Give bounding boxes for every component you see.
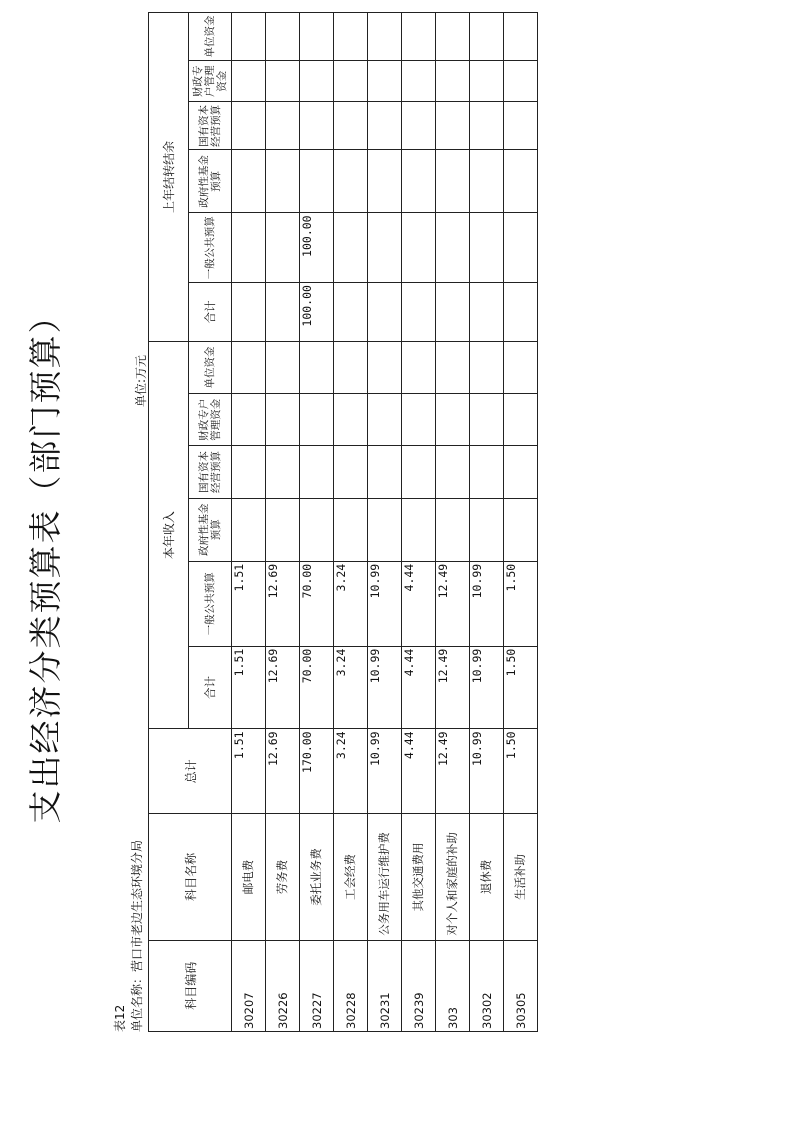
header-sub: 财政专户管理资金 bbox=[189, 61, 232, 102]
cell-current bbox=[402, 446, 436, 498]
cell-name: 邮电费 bbox=[232, 814, 266, 940]
cell-carryover bbox=[436, 13, 470, 61]
cell-carryover bbox=[266, 61, 300, 102]
cell-current bbox=[504, 446, 538, 498]
cell-current bbox=[300, 341, 334, 393]
header-sub: 国有资本经营预算 bbox=[189, 102, 232, 150]
unit-label: 单位:万元 bbox=[134, 355, 148, 408]
cell-carryover bbox=[300, 13, 334, 61]
cell-carryover bbox=[232, 61, 266, 102]
cell-current: 10.99 bbox=[470, 646, 504, 729]
cell-total: 10.99 bbox=[368, 729, 402, 814]
cell-current bbox=[368, 498, 402, 561]
cell-current bbox=[504, 394, 538, 446]
cell-carryover bbox=[436, 213, 470, 283]
header-current-income: 本年收入 bbox=[149, 341, 189, 729]
header-sub: 一般公共预算 bbox=[189, 213, 232, 283]
table-number: 表12 bbox=[113, 1004, 127, 1032]
cell-current bbox=[470, 341, 504, 393]
cell-current: 1.50 bbox=[504, 646, 538, 729]
cell-current: 10.99 bbox=[470, 561, 504, 646]
cell-current bbox=[334, 341, 368, 393]
cell-current bbox=[232, 498, 266, 561]
cell-carryover bbox=[402, 102, 436, 150]
cell-name: 退休费 bbox=[470, 814, 504, 940]
header-sub: 合计 bbox=[189, 646, 232, 729]
table-row bbox=[470, 13, 504, 1032]
cell-current bbox=[436, 341, 470, 393]
cell-current bbox=[368, 446, 402, 498]
cell-carryover bbox=[436, 283, 470, 342]
cell-carryover bbox=[402, 13, 436, 61]
cell-carryover bbox=[334, 213, 368, 283]
cell-carryover bbox=[436, 61, 470, 102]
cell-current: 12.69 bbox=[266, 561, 300, 646]
cell-carryover bbox=[436, 102, 470, 150]
cell-current: 70.00 bbox=[300, 561, 334, 646]
header-total: 总计 bbox=[149, 729, 232, 814]
table-row bbox=[232, 13, 266, 1032]
cell-current bbox=[402, 498, 436, 561]
cell-name: 工会经费 bbox=[334, 814, 368, 940]
cell-carryover bbox=[266, 13, 300, 61]
cell-name: 委托业务费 bbox=[300, 814, 334, 940]
cell-carryover bbox=[266, 283, 300, 342]
cell-carryover bbox=[368, 102, 402, 150]
cell-total: 10.99 bbox=[470, 729, 504, 814]
cell-current: 12.49 bbox=[436, 646, 470, 729]
cell-total: 12.49 bbox=[436, 729, 470, 814]
cell-current bbox=[402, 394, 436, 446]
cell-current bbox=[266, 498, 300, 561]
cell-carryover bbox=[504, 213, 538, 283]
cell-code: 30228 bbox=[334, 940, 368, 1031]
cell-total: 4.44 bbox=[402, 729, 436, 814]
cell-current: 70.00 bbox=[300, 646, 334, 729]
cell-name: 公务用车运行维护费 bbox=[368, 814, 402, 940]
header-sub: 一般公共预算 bbox=[189, 561, 232, 646]
cell-current bbox=[436, 394, 470, 446]
cell-carryover bbox=[470, 61, 504, 102]
cell-code: 30239 bbox=[402, 940, 436, 1031]
cell-current bbox=[368, 341, 402, 393]
header-sub: 合计 bbox=[189, 283, 232, 342]
header-sub: 政府性基金预算 bbox=[189, 150, 232, 213]
cell-carryover bbox=[504, 13, 538, 61]
cell-code: 30305 bbox=[504, 940, 538, 1031]
cell-carryover bbox=[402, 213, 436, 283]
header-code: 科目编码 bbox=[149, 940, 232, 1031]
cell-carryover: 100.00 bbox=[300, 213, 334, 283]
cell-current: 3.24 bbox=[334, 561, 368, 646]
cell-carryover bbox=[470, 150, 504, 213]
cell-current: 12.69 bbox=[266, 646, 300, 729]
cell-carryover bbox=[232, 102, 266, 150]
cell-current: 12.49 bbox=[436, 561, 470, 646]
cell-total: 12.69 bbox=[266, 729, 300, 814]
cell-carryover bbox=[368, 13, 402, 61]
cell-carryover bbox=[402, 150, 436, 213]
header-sub: 财政专户管理资金 bbox=[189, 394, 232, 446]
cell-code: 30207 bbox=[232, 940, 266, 1031]
cell-carryover bbox=[368, 213, 402, 283]
cell-carryover: 100.00 bbox=[300, 283, 334, 342]
cell-carryover bbox=[300, 102, 334, 150]
table-row bbox=[300, 13, 334, 1032]
cell-current bbox=[504, 498, 538, 561]
cell-current bbox=[470, 446, 504, 498]
cell-total: 170.00 bbox=[300, 729, 334, 814]
cell-current bbox=[266, 341, 300, 393]
cell-current bbox=[300, 394, 334, 446]
cell-carryover bbox=[470, 102, 504, 150]
cell-carryover bbox=[300, 61, 334, 102]
cell-carryover bbox=[402, 61, 436, 102]
cell-current bbox=[232, 341, 266, 393]
table-row bbox=[504, 13, 538, 1032]
cell-current: 4.44 bbox=[402, 561, 436, 646]
cell-current: 10.99 bbox=[368, 561, 402, 646]
header-name: 科目名称 bbox=[149, 814, 232, 940]
cell-carryover bbox=[470, 13, 504, 61]
cell-carryover bbox=[334, 283, 368, 342]
table-row bbox=[436, 13, 470, 1032]
table-row bbox=[402, 13, 436, 1032]
budget-table bbox=[148, 12, 538, 1032]
cell-current bbox=[266, 394, 300, 446]
header-carryover: 上年结转结余 bbox=[149, 13, 189, 342]
cell-current bbox=[232, 446, 266, 498]
page-title: 支出经济分类预算表（部门预算） bbox=[26, 298, 65, 824]
cell-name: 对个人和家庭的补助 bbox=[436, 814, 470, 940]
cell-code: 30226 bbox=[266, 940, 300, 1031]
cell-carryover bbox=[334, 150, 368, 213]
cell-current: 1.51 bbox=[232, 646, 266, 729]
cell-name: 其他交通费用 bbox=[402, 814, 436, 940]
cell-carryover bbox=[232, 13, 266, 61]
cell-current: 4.44 bbox=[402, 646, 436, 729]
cell-carryover bbox=[266, 150, 300, 213]
cell-carryover bbox=[232, 283, 266, 342]
cell-carryover bbox=[300, 150, 334, 213]
cell-carryover bbox=[402, 283, 436, 342]
cell-carryover bbox=[504, 102, 538, 150]
cell-current bbox=[470, 394, 504, 446]
cell-carryover bbox=[232, 150, 266, 213]
cell-current bbox=[470, 498, 504, 561]
table-row bbox=[266, 13, 300, 1032]
cell-carryover bbox=[504, 283, 538, 342]
cell-current bbox=[504, 341, 538, 393]
cell-current bbox=[368, 394, 402, 446]
cell-total: 1.50 bbox=[504, 729, 538, 814]
cell-current bbox=[334, 446, 368, 498]
cell-code: 30302 bbox=[470, 940, 504, 1031]
cell-code: 303 bbox=[436, 940, 470, 1031]
cell-code: 30231 bbox=[368, 940, 402, 1031]
header-sub: 国有资本经营预算 bbox=[189, 446, 232, 498]
unit-name: 单位名称：营口市老边生态环境分局 bbox=[130, 839, 144, 1032]
cell-carryover bbox=[368, 283, 402, 342]
header-sub: 单位资金 bbox=[189, 341, 232, 393]
cell-current bbox=[266, 446, 300, 498]
cell-carryover bbox=[334, 13, 368, 61]
cell-code: 30227 bbox=[300, 940, 334, 1031]
cell-current: 3.24 bbox=[334, 646, 368, 729]
cell-current bbox=[232, 394, 266, 446]
cell-carryover bbox=[368, 150, 402, 213]
cell-carryover bbox=[504, 61, 538, 102]
cell-name: 劳务费 bbox=[266, 814, 300, 940]
cell-carryover bbox=[232, 213, 266, 283]
cell-total: 1.51 bbox=[232, 729, 266, 814]
header-sub: 政府性基金预算 bbox=[189, 498, 232, 561]
cell-carryover bbox=[266, 213, 300, 283]
cell-carryover bbox=[334, 61, 368, 102]
cell-current: 10.99 bbox=[368, 646, 402, 729]
cell-carryover bbox=[470, 283, 504, 342]
cell-current bbox=[402, 341, 436, 393]
cell-carryover bbox=[504, 150, 538, 213]
table-row bbox=[368, 13, 402, 1032]
cell-carryover bbox=[266, 102, 300, 150]
cell-current bbox=[334, 498, 368, 561]
cell-current: 1.50 bbox=[504, 561, 538, 646]
cell-name: 生活补助 bbox=[504, 814, 538, 940]
cell-carryover bbox=[470, 213, 504, 283]
cell-current bbox=[436, 498, 470, 561]
cell-current: 1.51 bbox=[232, 561, 266, 646]
header-sub: 单位资金 bbox=[189, 13, 232, 61]
cell-current bbox=[300, 498, 334, 561]
cell-total: 3.24 bbox=[334, 729, 368, 814]
table-row bbox=[334, 13, 368, 1032]
cell-carryover bbox=[334, 102, 368, 150]
cell-carryover bbox=[436, 150, 470, 213]
cell-current bbox=[436, 446, 470, 498]
cell-carryover bbox=[368, 61, 402, 102]
cell-current bbox=[334, 394, 368, 446]
cell-current bbox=[300, 446, 334, 498]
